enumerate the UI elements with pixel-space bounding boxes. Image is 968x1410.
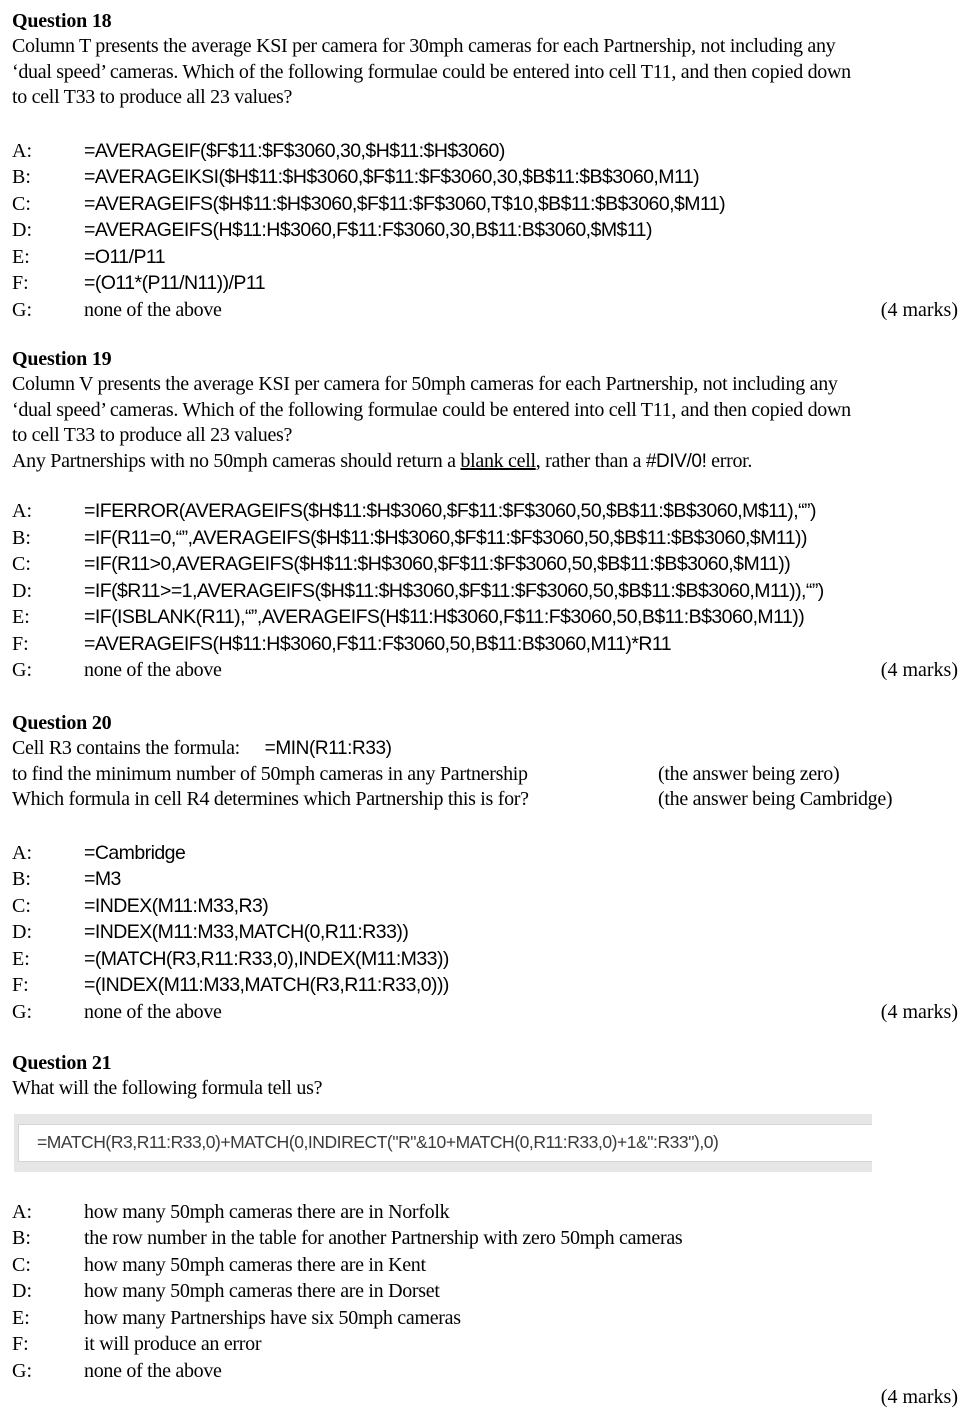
question-20 [12, 710, 968, 1025]
question-text-line: Column T presents the average KSI per camera for 30mph cameras for each Partnership, not including any [12, 34, 968, 60]
option-formula: =Cambridge [84, 840, 185, 866]
marks-row [12, 1384, 968, 1410]
question-text-line [12, 787, 968, 813]
option-formula: =(O11*(P11/N11))/P11 [84, 270, 265, 296]
option-letter: A: [12, 1199, 32, 1225]
option-b[interactable] [12, 866, 968, 893]
option-letter: B: [12, 164, 31, 190]
option-f[interactable] [12, 270, 968, 297]
option-formula: =M3 [84, 866, 121, 892]
option-formula: =AVERAGEIFS(H$11:H$3060,F$11:F$3060,30,B$11:B$3060,$M$11) [84, 217, 652, 243]
option-letter: E: [12, 1305, 30, 1331]
option-a[interactable] [12, 1199, 968, 1226]
note-text: , rather than a [536, 450, 646, 472]
option-letter: A: [12, 138, 32, 164]
options-list [12, 1199, 968, 1410]
question-text-line: to cell T33 to produce all 23 values? [12, 85, 968, 111]
option-c[interactable] [12, 893, 968, 920]
option-letter: B: [12, 525, 31, 551]
option-c[interactable] [12, 551, 968, 578]
option-letter: E: [12, 604, 30, 630]
option-letter: D: [12, 217, 32, 243]
option-letter: F: [12, 972, 29, 998]
option-c[interactable] [12, 1252, 968, 1279]
option-formula: =AVERAGEIFS($H$11:$H$3060,$F$11:$F$3060,T$10,$B$11:$B$3060,$M11) [84, 191, 725, 217]
option-formula: =INDEX(M11:M33,MATCH(0,R11:R33)) [84, 919, 408, 945]
answer-note: (the answer being Cambridge) [658, 787, 892, 813]
option-formula: =AVERAGEIF($F$11:$F$3060,30,$H$11:$H$3060) [84, 138, 505, 164]
answer-note: (the answer being zero) [658, 762, 839, 788]
option-letter: C: [12, 191, 31, 217]
formula-bar [18, 1124, 872, 1162]
option-text: how many 50mph cameras there are in Dorset [84, 1278, 440, 1304]
option-text: how many 50mph cameras there are in Norfolk [84, 1199, 449, 1225]
option-letter: A: [12, 840, 32, 866]
marks-label: (4 marks) [881, 999, 958, 1025]
option-d[interactable] [12, 217, 968, 244]
option-text: how many 50mph cameras there are in Kent [84, 1252, 426, 1278]
question-note [12, 449, 968, 475]
question-text: Which formula in cell R4 determines which Partnership this is for? [12, 788, 529, 810]
options-list [12, 138, 968, 324]
option-text: it will produce an error [84, 1331, 261, 1357]
option-g[interactable] [12, 297, 968, 324]
options-list [12, 840, 968, 1026]
option-letter: B: [12, 1225, 31, 1251]
option-formula: =AVERAGEIKSI($H$11:$H$3060,$F$11:$F$3060,30,$B$11:$B$3060,M11) [84, 164, 699, 190]
marks-label: (4 marks) [881, 657, 958, 683]
marks-label: (4 marks) [881, 297, 958, 323]
question-text-line: Column V presents the average KSI per camera for 50mph cameras for each Partnership, not including any [12, 372, 968, 398]
option-g[interactable] [12, 999, 968, 1026]
question-21 [12, 1050, 968, 1410]
marks-label: (4 marks) [881, 1384, 958, 1410]
option-letter: D: [12, 919, 32, 945]
option-letter: C: [12, 551, 31, 577]
option-e[interactable] [12, 244, 968, 271]
option-text: none of the above [84, 999, 222, 1025]
option-d[interactable] [12, 919, 968, 946]
option-letter: D: [12, 578, 32, 604]
question-text-line: ‘dual speed’ cameras. Which of the following formulae could be entered into cell T11, and then copied down [12, 398, 968, 424]
option-formula: =(INDEX(M11:M33,MATCH(R3,R11:R33,0))) [84, 972, 449, 998]
option-e[interactable] [12, 1305, 968, 1332]
question-title: Question 20 [12, 710, 968, 736]
option-d[interactable] [12, 578, 968, 605]
option-d[interactable] [12, 1278, 968, 1305]
question-text-line [12, 762, 968, 788]
question-title: Question 18 [12, 8, 968, 34]
question-text-line: to cell T33 to produce all 23 values? [12, 423, 968, 449]
option-letter: A: [12, 498, 32, 524]
question-18 [12, 8, 968, 323]
option-c[interactable] [12, 191, 968, 218]
option-letter: B: [12, 866, 31, 892]
option-letter: F: [12, 631, 29, 657]
option-formula: =IF(R11=0,“”,AVERAGEIFS($H$11:$H$3060,$F$11:$F$3060,50,$B$11:$B$3060,$M11)) [84, 525, 807, 551]
option-letter: C: [12, 1252, 31, 1278]
option-text: none of the above [84, 297, 222, 323]
options-list [12, 498, 968, 684]
option-formula: =AVERAGEIFS(H$11:H$3060,F$11:F$3060,50,B$11:B$3060,M11)*R11 [84, 631, 671, 657]
option-formula: =O11/P11 [84, 244, 165, 270]
option-e[interactable] [12, 604, 968, 631]
option-letter: G: [12, 657, 32, 683]
option-a[interactable] [12, 138, 968, 165]
option-formula: =IF(ISBLANK(R11),“”,AVERAGEIFS(H$11:H$3060,F$11:F$3060,50,B$11:B$3060,M11)) [84, 604, 804, 630]
option-g[interactable] [12, 1358, 968, 1385]
question-text: to find the minimum number of 50mph cameras in any Partnership [12, 763, 528, 785]
option-formula: =(MATCH(R3,R11:R33,0),INDEX(M11:M33)) [84, 946, 449, 972]
option-letter: F: [12, 270, 29, 296]
option-formula: =IF($R11>=1,AVERAGEIFS($H$11:$H$3060,$F$11:$F$3060,50,$B$11:$B$3060,M11)),“”) [84, 578, 824, 604]
option-formula: =IFERROR(AVERAGEIFS($H$11:$H$3060,$F$11:$F$3060,50,$B$11:$B$3060,M$11),“”) [84, 498, 816, 524]
option-b[interactable] [12, 525, 968, 552]
option-letter: C: [12, 893, 31, 919]
option-f[interactable] [12, 972, 968, 999]
question-19 [12, 346, 968, 684]
option-text: none of the above [84, 1358, 222, 1384]
option-text: none of the above [84, 657, 222, 683]
note-text: error. [706, 450, 752, 472]
option-text: how many Partnerships have six 50mph cameras [84, 1305, 461, 1331]
question-text: What will the following formula tell us? [12, 1076, 968, 1102]
question-title: Question 19 [12, 346, 968, 372]
formula-bar-screenshot [14, 1114, 872, 1172]
option-letter: D: [12, 1278, 32, 1304]
formula-text: =MATCH(R3,R11:R33,0)+MATCH(0,INDIRECT("R"&10+MATCH(0,R11:R33,0)+1&":R33"),0) [37, 1132, 718, 1153]
option-formula: =IF(R11>0,AVERAGEIFS($H$11:$H$3060,$F$11:$F$3060,50,$B$11:$B$3060,$M11)) [84, 551, 790, 577]
option-e[interactable] [12, 946, 968, 973]
option-f[interactable] [12, 1331, 968, 1358]
option-a[interactable] [12, 498, 968, 525]
option-text: the row number in the table for another Partnership with zero 50mph cameras [84, 1225, 682, 1251]
note-underlined: blank cell [460, 450, 535, 472]
option-f[interactable] [12, 631, 968, 658]
option-letter: G: [12, 297, 32, 323]
option-g[interactable] [12, 657, 968, 684]
option-b[interactable] [12, 1225, 968, 1252]
question-title: Question 21 [12, 1050, 968, 1076]
option-letter: E: [12, 946, 30, 972]
option-letter: E: [12, 244, 30, 270]
question-text-line: ‘dual speed’ cameras. Which of the following formulae could be entered into cell T11, and then copied down [12, 60, 968, 86]
option-a[interactable] [12, 840, 968, 867]
error-code: #DIV/0! [646, 451, 707, 472]
question-text-line [12, 736, 968, 762]
option-formula: =INDEX(M11:M33,R3) [84, 893, 268, 919]
option-letter: G: [12, 999, 32, 1025]
min-formula: =MIN(R11:R33) [265, 738, 392, 759]
option-letter: G: [12, 1358, 32, 1384]
option-b[interactable] [12, 164, 968, 191]
formula-label: Cell R3 contains the formula: [12, 737, 240, 759]
note-text: Any Partnerships with no 50mph cameras should return a [12, 450, 460, 472]
option-letter: F: [12, 1331, 29, 1357]
